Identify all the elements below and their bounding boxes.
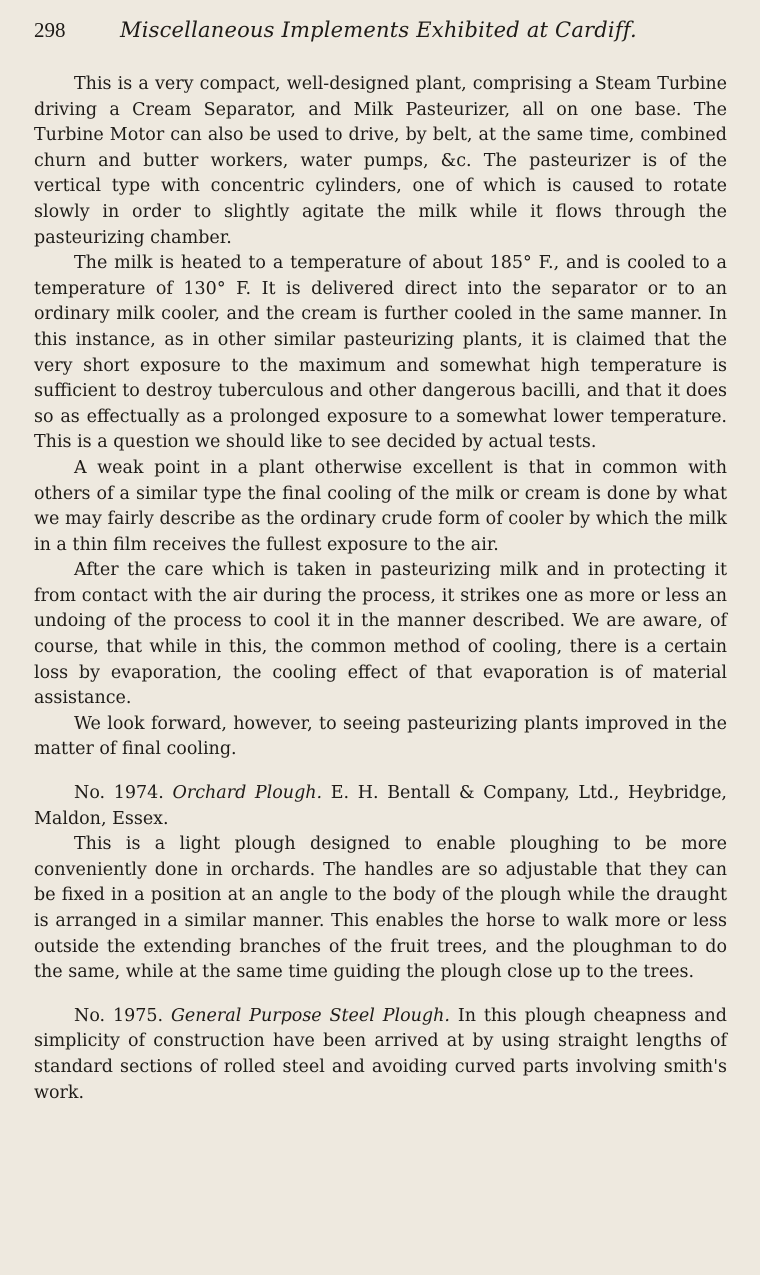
entry-number: No. 1974. — [74, 783, 164, 804]
running-title: Miscellaneous Implements Exhibited at Cardiff. — [120, 18, 637, 42]
paragraph: This is a very compact, well-designed plant, comprising a Steam Turbine driving a Cream Separator, and Milk Pasteurizer, all on one base. The Turbine Motor can also be used to drive, by belt, at the same time, combined churn and butter workers, water pumps, &c. The pasteurizer is of the vertical type with concentric cylinders, one of which is caused to rotate slowly in order to slightly agitate the milk while it flows through the pasteurizing chamber. — [34, 74, 727, 248]
entry-paragraph — [34, 1004, 727, 1106]
entry-title: General Purpose Steel Plough. — [170, 1005, 450, 1026]
exhibit-entry-1974 — [34, 781, 727, 986]
body-text — [34, 72, 727, 1106]
page-number: 298 — [34, 18, 66, 42]
book-page — [34, 14, 727, 1106]
paragraph: The milk is heated to a temperature of about 185° F., and is cooled to a temperature of 130° F. It is delivered direct into the separator or to an ordinary milk cooler, and the cream is further cooled in the same manner. In this instance, as in other similar pasteurizing plants, it is claimed that the very short exposure to the maximum and somewhat high temperature is sufficient to destroy tuberculous and other dangerous bacilli, and that it does so as effectually as a prolonged exposure to a somewhat lower temperature. This is a question we should like to see decided by actual tests. — [34, 253, 727, 453]
entry-heading — [34, 781, 727, 832]
entry-maker: E. H. Bentall & Company, Ltd., Heybridge, Maldon, Essex. — [34, 783, 727, 829]
entry-body: This is a light plough designed to enable ploughing to be more conveniently done in orchards. The handles are so adjustable that they can be fixed in a position at an angle to the body of the plough while the draught is arranged in a similar manner. This enables the horse to walk more or less outside the extending branches of the fruit trees, and the ploughman to do the same, while at the same time guiding the plough close up to the trees. — [34, 834, 727, 983]
paragraph: After the care which is taken in pasteurizing milk and in protecting it from contact with the air during the process, it strikes one as more or less an undoing of the process to cool it in the manner described. We are aware, of course, that while in this, the common method of cooling, there is a certain loss by evaporation, the cooling effect of that evaporation is of material assistance. — [34, 560, 727, 709]
running-head — [34, 14, 727, 46]
exhibit-entry-1975 — [34, 1004, 727, 1106]
paragraph: We look forward, however, to seeing pasteurizing plants improved in the matter of final cooling. — [34, 713, 727, 760]
entry-number: No. 1975. — [74, 1005, 164, 1026]
entry-title: Orchard Plough. — [172, 783, 323, 804]
paragraph: A weak point in a plant otherwise excellent is that in common with others of a similar type the final cooling of the milk or cream is done by what we may fairly describe as the ordinary crude form of cooler by which the milk in a thin film receives the fullest exposure to the air. — [34, 457, 727, 555]
entry-body: In this plough cheapness and simplicity of construction have been arrived at by using straight lengths of standard sections of rolled steel and avoiding curved parts involving smith's work. — [34, 1005, 727, 1103]
